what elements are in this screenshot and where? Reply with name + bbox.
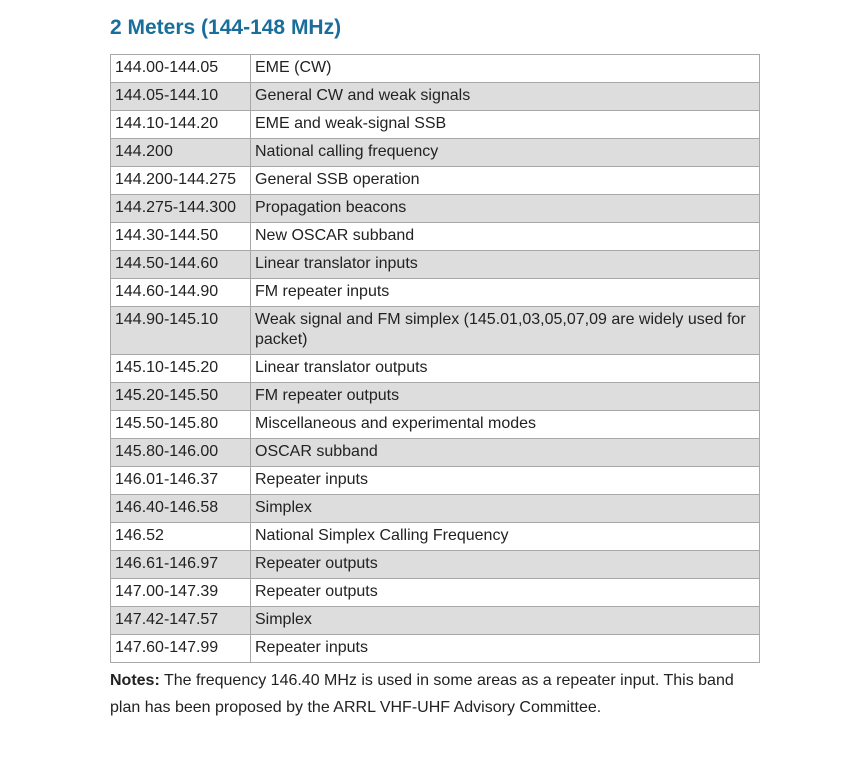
usage-cell: Weak signal and FM simplex (145.01,03,05,07,09 are widely used for packet)	[251, 307, 760, 355]
frequency-cell: 144.00-144.05	[111, 55, 251, 83]
table-row	[111, 251, 760, 279]
usage-cell: Simplex	[251, 607, 760, 635]
frequency-cell: 144.60-144.90	[111, 279, 251, 307]
usage-cell: Linear translator inputs	[251, 251, 760, 279]
table-row	[111, 523, 760, 551]
frequency-cell: 144.10-144.20	[111, 111, 251, 139]
table-row	[111, 355, 760, 383]
frequency-cell: 146.61-146.97	[111, 551, 251, 579]
usage-cell: EME and weak-signal SSB	[251, 111, 760, 139]
usage-cell: Repeater outputs	[251, 579, 760, 607]
frequency-cell: 146.40-146.58	[111, 495, 251, 523]
table-row	[111, 167, 760, 195]
band-plan-section	[110, 14, 760, 721]
table-row	[111, 635, 760, 663]
usage-cell: Repeater outputs	[251, 551, 760, 579]
table-row	[111, 579, 760, 607]
usage-cell: Linear translator outputs	[251, 355, 760, 383]
frequency-cell: 146.52	[111, 523, 251, 551]
usage-cell: General CW and weak signals	[251, 83, 760, 111]
table-row	[111, 495, 760, 523]
frequency-cell: 146.01-146.37	[111, 467, 251, 495]
frequency-cell: 144.30-144.50	[111, 223, 251, 251]
section-title: 2 Meters (144-148 MHz)	[110, 16, 342, 39]
table-row	[111, 279, 760, 307]
usage-cell: FM repeater outputs	[251, 383, 760, 411]
frequency-cell: 144.50-144.60	[111, 251, 251, 279]
usage-cell: New OSCAR subband	[251, 223, 760, 251]
notes-text: The frequency 146.40 MHz is used in some areas as a repeater input. This band plan has been proposed by the ARRL VHF-UHF Advisory Committee.	[110, 672, 734, 716]
table-row	[111, 551, 760, 579]
usage-cell: Repeater inputs	[251, 635, 760, 663]
usage-cell: Repeater inputs	[251, 467, 760, 495]
frequency-cell: 144.05-144.10	[111, 83, 251, 111]
band-plan-table	[110, 54, 760, 663]
usage-cell: General SSB operation	[251, 167, 760, 195]
table-row	[111, 307, 760, 355]
band-plan-rows	[111, 55, 760, 663]
frequency-cell: 144.275-144.300	[111, 195, 251, 223]
frequency-cell: 147.00-147.39	[111, 579, 251, 607]
frequency-cell: 144.200-144.275	[111, 167, 251, 195]
table-row	[111, 607, 760, 635]
frequency-cell: 144.200	[111, 139, 251, 167]
usage-cell: National Simplex Calling Frequency	[251, 523, 760, 551]
usage-cell: OSCAR subband	[251, 439, 760, 467]
table-row	[111, 55, 760, 83]
usage-cell: National calling frequency	[251, 139, 760, 167]
table-row	[111, 111, 760, 139]
frequency-cell: 144.90-145.10	[111, 307, 251, 355]
table-row	[111, 195, 760, 223]
table-row	[111, 467, 760, 495]
usage-cell: Miscellaneous and experimental modes	[251, 411, 760, 439]
table-row	[111, 223, 760, 251]
usage-cell: EME (CW)	[251, 55, 760, 83]
notes-paragraph	[110, 667, 758, 721]
frequency-cell: 145.20-145.50	[111, 383, 251, 411]
table-row	[111, 411, 760, 439]
table-row	[111, 383, 760, 411]
table-row	[111, 83, 760, 111]
table-row	[111, 139, 760, 167]
frequency-cell: 145.10-145.20	[111, 355, 251, 383]
frequency-cell: 145.80-146.00	[111, 439, 251, 467]
notes-label: Notes:	[110, 672, 160, 689]
usage-cell: Simplex	[251, 495, 760, 523]
frequency-cell: 147.42-147.57	[111, 607, 251, 635]
table-row	[111, 439, 760, 467]
usage-cell: Propagation beacons	[251, 195, 760, 223]
frequency-cell: 145.50-145.80	[111, 411, 251, 439]
usage-cell: FM repeater inputs	[251, 279, 760, 307]
frequency-cell: 147.60-147.99	[111, 635, 251, 663]
